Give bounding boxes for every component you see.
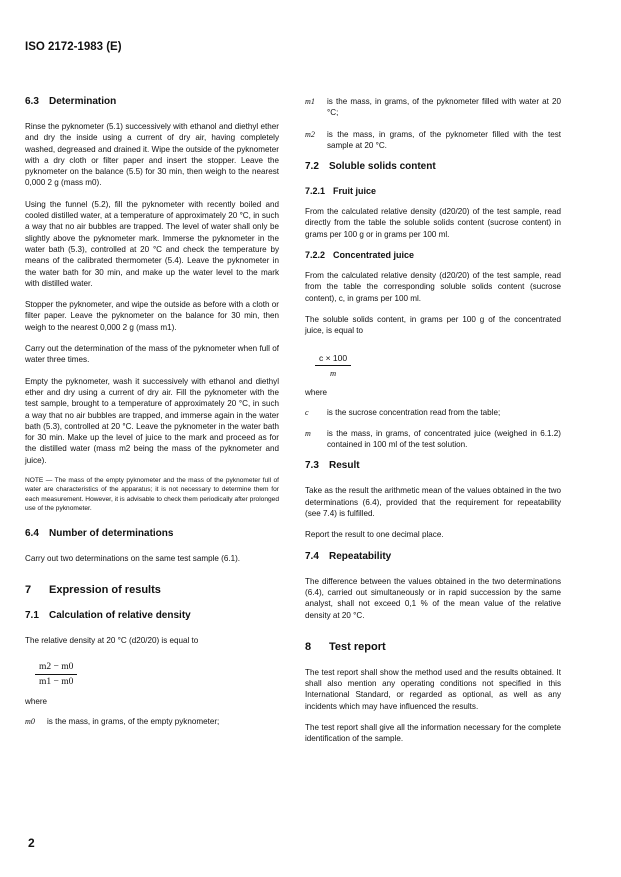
paragraph: Take as the result the arithmetic mean of the values obtained in the two determinations (6.4), provided that the requirement for repeatability (see 7.4) is fulfilled. — [305, 486, 561, 519]
section-title: Expression of results — [49, 583, 161, 596]
paragraph: From the calculated relative density (d20/20) of the test sample, read directly from the table the soluble solids content (sucrose content) in grams per 100 g or in grams per 100 ml. — [305, 207, 561, 239]
left-column — [25, 96, 279, 738]
formula-denominator: m — [329, 367, 337, 378]
section-title: Concentrated juice — [333, 250, 415, 261]
symbol: m — [305, 428, 311, 438]
symbol-definition — [305, 407, 561, 418]
symbol-definition — [25, 716, 279, 727]
page-number: 2 — [28, 836, 35, 850]
definition-text: is the mass, in grams, of the empty pyknometer; — [47, 717, 220, 727]
paragraph: From the calculated relative density (d20/20) of the test sample, read from the table the corresponding soluble solids content (sucrose content), c, in grams per 100 ml. — [305, 271, 561, 303]
definition-text: is the mass, in grams, of the pyknometer filled with water at 20 °C; — [327, 97, 561, 118]
fraction-bar — [315, 365, 351, 366]
paragraph: Empty the pyknometer, wash it successively with ethanol and diethyl ether and dry using a current of dry air. Fill the pyknometer with the test sample, brought to a temperature of approximately 20 °C, in such a way that no air bubbles are trapped, and immerse again in the water bath (5.3), controlled at 20 °C. Leave the pyknometer in the water bath for 30 min. Make up the level of juice to the mark and proceed as for the distilled water (mass m2 being the mass of the pyknometer and juice). — [25, 376, 279, 465]
paragraph: The test report shall show the method used and the results obtained. It shall also mention any operating conditions not specified in this International Standard, or regarded as optional, as well as any incidents which may have influenced the results. — [305, 667, 561, 711]
section-number: 7.4 — [305, 550, 319, 562]
section-number: 7.3 — [305, 460, 319, 472]
section-number: 7.2.1 — [305, 186, 326, 197]
section-title: Soluble solids content — [329, 161, 436, 173]
section-7-3-heading — [305, 460, 561, 471]
section-number: 7 — [25, 583, 32, 596]
section-7-2-heading — [305, 161, 561, 172]
paragraph: The relative density at 20 °C (d20/20) is equal to — [25, 635, 199, 645]
section-number: 7.2.2 — [305, 250, 326, 261]
where-label: where — [25, 697, 48, 707]
paragraph: Carry out two determinations on the same test sample (6.1). — [25, 553, 241, 563]
definition-text: is the sucrose concentration read from the table; — [327, 407, 501, 417]
section-number: 7.2 — [305, 161, 319, 173]
paragraph: Stopper the pyknometer, and wipe the outside as before with a cloth or filter paper. Leave the pyknometer on the balance for 30 min, then weigh to the nearest 0,000 2 g (mass m1). — [25, 300, 279, 332]
where-label: where — [305, 387, 328, 397]
fraction-bar — [35, 674, 77, 675]
formula-numerator: c × 100 — [319, 352, 348, 363]
symbol-definition — [305, 129, 561, 152]
section-title: Determination — [49, 96, 117, 107]
symbol-definition — [305, 428, 561, 451]
right-column — [305, 96, 561, 755]
section-7-4-heading — [305, 551, 561, 562]
symbol: c — [305, 407, 309, 417]
paragraph: Carry out the determination of the mass of the pyknometer when full of water three times. — [25, 344, 279, 365]
section-title: Calculation of relative density — [49, 609, 191, 621]
section-6-3-heading — [25, 96, 279, 107]
paragraph: Using the funnel (5.2), fill the pyknometer with recently boiled and cooled distilled water, at a temperature of approximately 20 °C, in such a way that no air bubbles are trapped. The level of water shall only be slightly above the pyknometer mark. Immerse the pyknometer in the water bath (5.3), controlled at 20 °C and check the temperature by means of the calibrated thermometer (5.4). Leave the pyknometer in the water bath for 30 min, and make up the water level to the mark with distilled water. — [25, 199, 279, 288]
section-number: 8 — [305, 640, 312, 653]
paragraph: Rinse the pyknometer (5.1) successively with ethanol and diethyl ether and dry the inside using a current of dry air, having completely washed, degreased and drained it. Wipe the outside of the pyknometer with a dry cloth or filter paper and insert the stopper. Leave the pyknometer on the balance (5.5) for 30 min, then weigh to the nearest 0,000 2 g (mass m0). — [25, 122, 279, 188]
paragraph: The soluble solids content, in grams per 100 g of the concentrated juice, is equal to — [305, 314, 561, 336]
section-6-4-heading — [25, 528, 279, 539]
paragraph: The difference between the values obtained in the two determinations (6.4), carried out simultaneously or in rapid succession by the same analyst, shall not exceed 0,1 % of the mean value of the relative density at 20 °C. — [305, 576, 561, 620]
section-7-heading — [25, 584, 279, 596]
symbol: m0 — [25, 717, 35, 727]
note: NOTE — The mass of the empty pyknometer and the mass of the pyknometer full of water are characteristics of the apparatus; it is not necessary to determine them for each measurement. However, it is advisable to check them periodically after prolonged use of the pyknometer. — [25, 477, 279, 513]
document-header: ISO 2172-1983 (E) — [25, 41, 122, 53]
soluble-solids-formula — [315, 353, 351, 378]
symbol: m2 — [305, 129, 315, 139]
section-title: Number of determinations — [49, 527, 174, 539]
section-7-2-2-heading — [305, 250, 561, 260]
section-title: Fruit juice — [333, 186, 377, 197]
symbol-definition — [305, 96, 561, 119]
section-7-2-1-heading — [305, 186, 561, 196]
section-7-1-heading — [25, 610, 279, 621]
paragraph: The test report shall give all the information necessary for the complete identification of the sample. — [305, 723, 561, 744]
definition-text: is the mass, in grams, of concentrated juice (weighed in 6.1.2) contained in 100 ml of the test solution. — [327, 428, 561, 450]
formula-denominator: m1 − m0 — [39, 677, 74, 688]
formula-numerator: m2 − m0 — [39, 662, 74, 673]
section-title: Result — [329, 460, 360, 472]
section-number: 7.1 — [25, 609, 39, 621]
symbol: m1 — [305, 97, 315, 106]
section-number: 6.3 — [25, 96, 39, 107]
paragraph: Report the result to one decimal place. — [305, 530, 444, 540]
section-title: Repeatability — [329, 550, 392, 562]
section-8-heading — [305, 641, 561, 653]
definition-text: is the mass, in grams, of the pyknometer filled with the test sample at 20 °C. — [327, 129, 561, 150]
section-title: Test report — [329, 640, 386, 653]
relative-density-formula — [35, 662, 77, 687]
section-number: 6.4 — [25, 527, 39, 539]
